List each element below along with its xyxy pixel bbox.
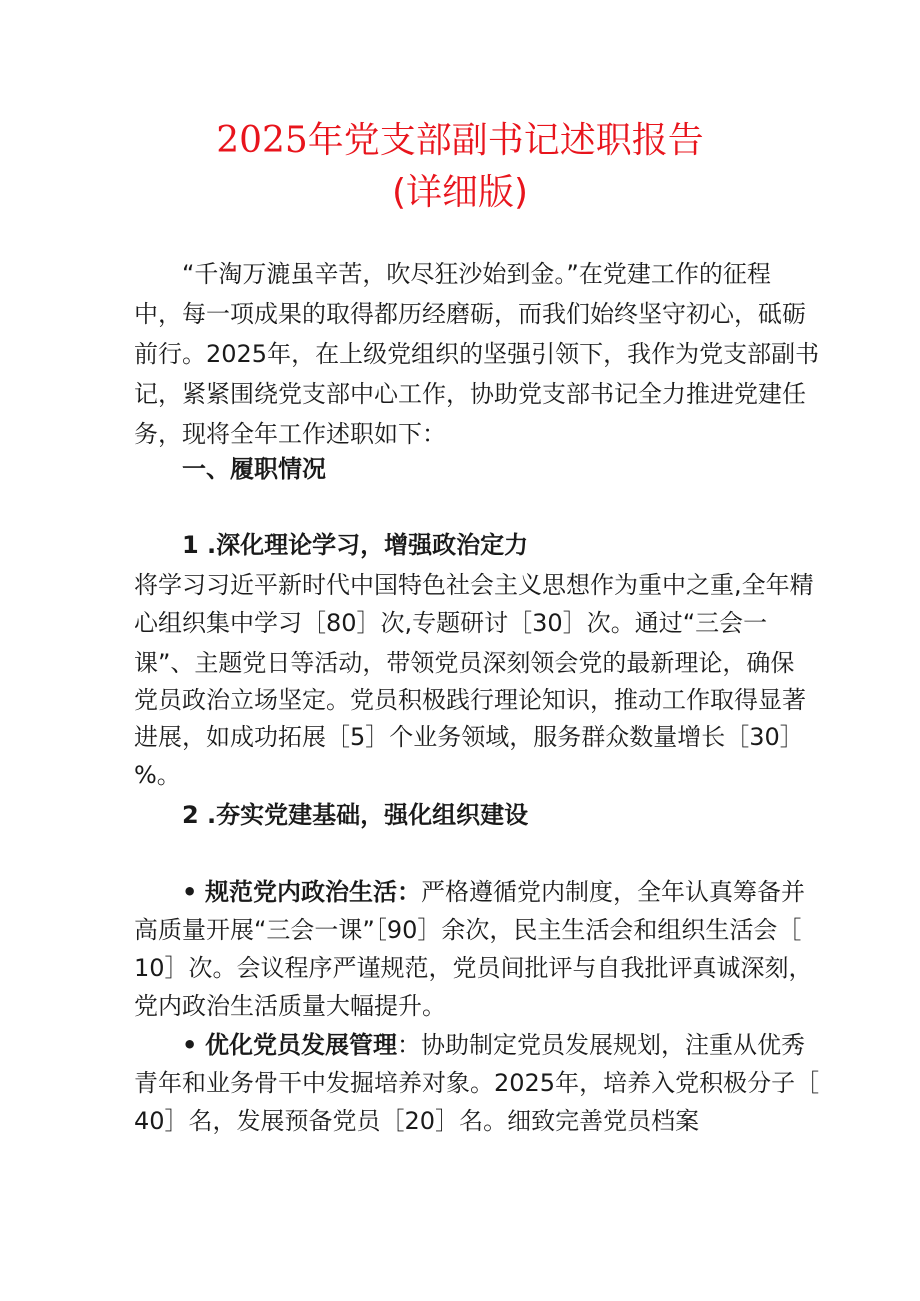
- body-line: 高质量开展“三会一课”［90］余次，民主生活会和组织生活会［: [134, 916, 802, 944]
- bullet-label: 优化党员发展管理: [204, 1031, 397, 1059]
- intro-line: 中，每一项成果的取得都历经磨砺，而我们始终坚守初心，砥砺: [134, 300, 806, 328]
- body-line: 10］次。会议程序严谨规范，党员间批评与自我批评真诚深刻，: [134, 954, 813, 982]
- section-heading: 一、履职情况: [182, 455, 326, 483]
- subsection-heading: 2 .夯实党建基础，强化组织建设: [182, 801, 529, 829]
- bullet-item: [182, 1027, 805, 1063]
- bullet-text: 严格遵循党内制度，全年认真筹备并: [420, 878, 805, 906]
- bullet-marker: •: [182, 1031, 198, 1059]
- bullet-marker: •: [182, 878, 198, 906]
- body-line: %。: [134, 761, 181, 789]
- intro-line: “千淘万漉虽辛苦，吹尽狂沙始到金。”在党建工作的征程: [182, 260, 771, 288]
- body-line: 党员政治立场坚定。党员积极践行理论知识，推动工作取得显著: [134, 686, 806, 714]
- bullet-item: [182, 874, 805, 910]
- subsection-heading: 1 .深化理论学习，增强政治定力: [182, 531, 529, 559]
- intro-line: 前行。2025年，在上级党组织的坚强引领下，我作为党支部副书: [134, 340, 820, 368]
- document-title: 2025年党支部副书记述职报告: [216, 120, 704, 161]
- body-line: 40］名，发展预备党员［20］名。细致完善党员档案: [134, 1107, 700, 1135]
- body-line: 青年和业务骨干中发掘培养对象。2025年，培养入党积极分子［: [134, 1069, 820, 1097]
- body-line: 心组织集中学习［80］次,专题研讨［30］次。通过“三会一: [134, 609, 768, 637]
- body-line: 进展，如成功拓展［5］个业务领域，服务群众数量增长［30］: [134, 723, 804, 751]
- bullet-text: ：协助制定党员发展规划，注重从优秀: [396, 1031, 805, 1059]
- body-line: 将学习习近平新时代中国特色社会主义思想作为重中之重,全年精: [134, 571, 814, 599]
- bullet-label: 规范党内政治生活：: [204, 878, 421, 906]
- body-line: 党内政治生活质量大幅提升。: [134, 992, 446, 1020]
- intro-line: 务，现将全年工作述职如下：: [134, 420, 446, 448]
- intro-line: 记，紧紧围绕党支部中心工作，协助党支部书记全力推进党建任: [134, 380, 806, 408]
- document-subtitle: (详细版): [391, 172, 529, 213]
- body-line: 课”、主题党日等活动，带领党员深刻领会党的最新理论，确保: [134, 649, 795, 677]
